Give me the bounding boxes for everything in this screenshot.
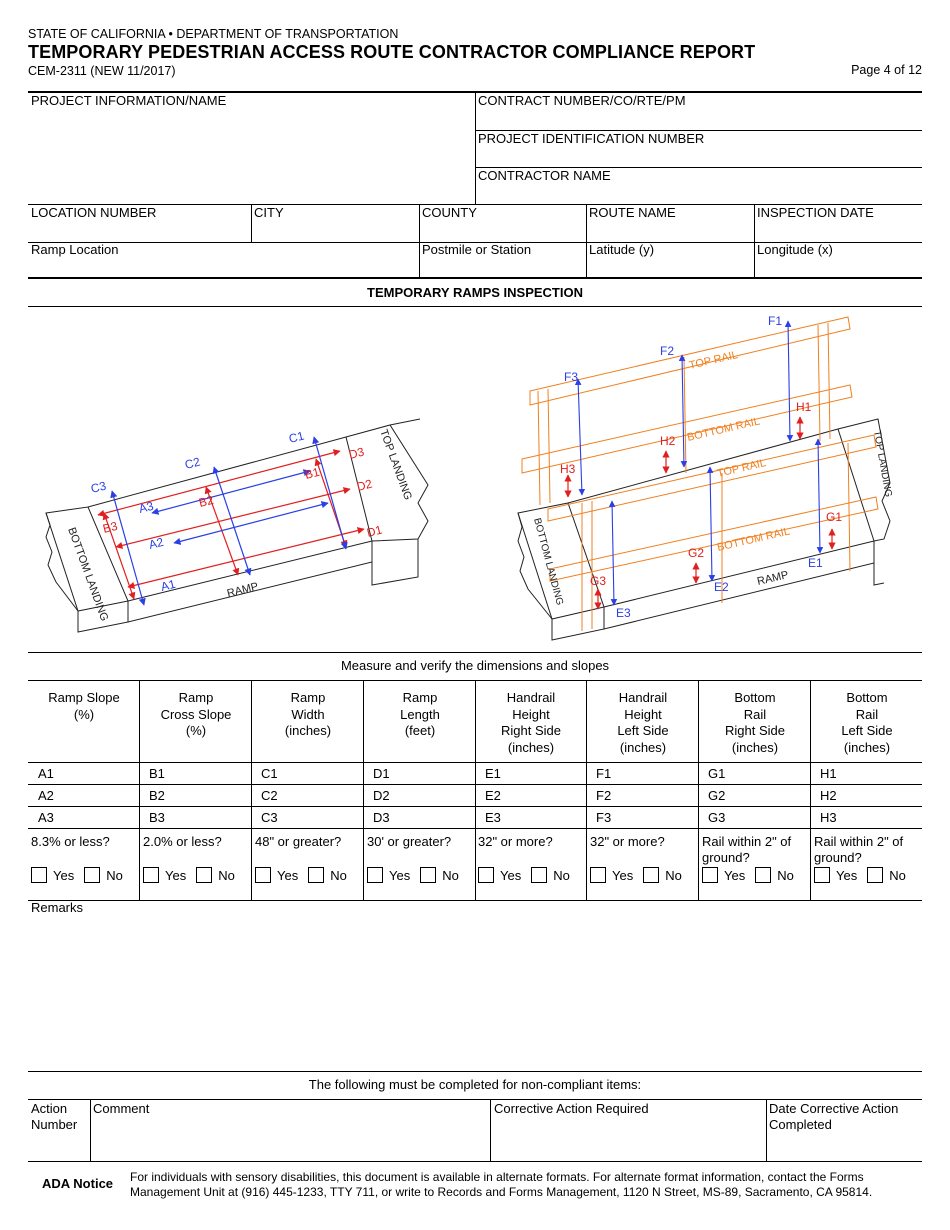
col-head-line: Ramp Slope [48, 690, 120, 705]
col-head-line: (inches) [619, 739, 667, 755]
route-name-label: ROUTE NAME [589, 205, 676, 220]
col-bottom-rail-right [699, 690, 811, 756]
inspection-date-label: INSPECTION DATE [757, 205, 874, 220]
yes-label: Yes [500, 867, 522, 883]
label-a3: A3 [137, 498, 155, 516]
yes-no-handrail-right [478, 867, 580, 883]
county-label: COUNTY [422, 205, 477, 220]
city-label: CITY [254, 205, 284, 220]
yes-checkbox[interactable] [590, 867, 606, 883]
divider [766, 1100, 767, 1161]
location-number-field[interactable] [31, 223, 247, 241]
no-checkbox[interactable] [308, 867, 324, 883]
agency-name: STATE OF CALIFORNIA • DEPARTMENT OF TRANSPORTATION [28, 27, 399, 41]
label-e2: E2 [714, 580, 729, 594]
cell-d1: D1 [373, 766, 390, 781]
yes-checkbox[interactable] [143, 867, 159, 883]
yes-checkbox[interactable] [367, 867, 383, 883]
cell-e2: E2 [485, 788, 501, 803]
project-info-field[interactable] [31, 112, 471, 200]
col-cross-slope [140, 690, 252, 740]
no-checkbox[interactable] [867, 867, 883, 883]
no-label: No [889, 867, 906, 883]
label-bottom-landing-right: BOTTOM LANDING [531, 516, 565, 607]
col-head-line: Ramp [178, 690, 214, 705]
col-head-line: Width [291, 706, 325, 722]
ada-notice-label: ADA Notice [42, 1176, 114, 1191]
col-head-line: Left Side [617, 723, 669, 738]
route-name-field[interactable] [589, 223, 751, 241]
yes-label: Yes [612, 867, 634, 883]
yes-no-ramp-slope [31, 867, 133, 883]
label-g3: G3 [590, 574, 607, 588]
divider [28, 277, 922, 279]
yes-label: Yes [389, 867, 411, 883]
cell-g2: G2 [708, 788, 726, 803]
cell-d3: D3 [373, 810, 390, 825]
date-completed-label: Date Corrective Action Completed [769, 1101, 899, 1132]
cell-a1: A1 [38, 766, 54, 781]
cell-d2: D2 [373, 788, 390, 803]
col-head-line: (inches) [731, 739, 779, 755]
cell-b2: B2 [149, 788, 165, 803]
criterion-handrail-right: 32" or more? [478, 834, 553, 849]
label-c2: C2 [183, 454, 202, 472]
col-head-line: (inches) [843, 739, 891, 755]
longitude-label: Longitude (x) [757, 242, 833, 257]
label-f3: F3 [564, 370, 579, 384]
project-divider [475, 92, 476, 204]
col-head-line: Right Side [501, 723, 561, 738]
label-a2: A2 [147, 534, 165, 552]
contract-number-label: CONTRACT NUMBER/CO/RTE/PM [478, 93, 686, 108]
label-e1: E1 [808, 556, 823, 570]
label-top-rail-back: TOP RAIL [687, 349, 740, 372]
yes-no-handrail-left [590, 867, 692, 883]
contractor-name-label: CONTRACTOR NAME [478, 168, 611, 183]
comment-label: Comment [93, 1101, 150, 1116]
no-label: No [330, 867, 347, 883]
no-label: No [553, 867, 570, 883]
cell-h2: H2 [820, 788, 837, 803]
col-head-line: Height [512, 706, 550, 722]
cell-f2: F2 [596, 788, 612, 803]
col-head-line: (feet) [404, 723, 436, 738]
yes-label: Yes [836, 867, 858, 883]
remarks-label: Remarks [31, 900, 84, 915]
col-bottom-rail-left [811, 690, 923, 756]
label-c3: C3 [89, 478, 108, 496]
no-checkbox[interactable] [531, 867, 547, 883]
col-head-line: Length [400, 706, 440, 722]
criterion-cross-slope: 2.0% or less? [143, 834, 222, 849]
cell-c3: C3 [261, 810, 278, 825]
county-field[interactable] [422, 223, 584, 241]
label-bottom-rail-back: BOTTOM RAIL [685, 415, 762, 444]
cell-b3: B3 [149, 810, 165, 825]
criterion-ramp-length: 30' or greater? [367, 834, 452, 849]
contract-number-field[interactable] [478, 111, 918, 129]
ramp-location-label: Ramp Location [31, 242, 119, 257]
col-head-line: (inches) [284, 723, 332, 738]
label-b1: B1 [303, 464, 321, 482]
yes-checkbox[interactable] [702, 867, 718, 883]
label-f2: F2 [660, 344, 675, 358]
inspection-date-field[interactable] [757, 223, 919, 241]
ramp-location-field[interactable] [31, 259, 415, 276]
col-ramp-length [364, 690, 476, 740]
project-id-label: PROJECT IDENTIFICATION NUMBER [478, 131, 705, 146]
ramp-diagram [28, 307, 922, 652]
yes-no-bottom-rail-left [814, 867, 916, 883]
cell-h3: H3 [820, 810, 837, 825]
no-checkbox[interactable] [420, 867, 436, 883]
no-checkbox[interactable] [196, 867, 212, 883]
remarks-field[interactable] [31, 918, 919, 1068]
cell-c2: C2 [261, 788, 278, 803]
form-number: CEM-2311 (NEW 11/2017) [28, 64, 176, 78]
label-c1: C1 [287, 428, 306, 446]
yes-checkbox[interactable] [478, 867, 494, 883]
cell-a2: A2 [38, 788, 54, 803]
yes-checkbox[interactable] [31, 867, 47, 883]
label-top-landing-right: TOP LANDING [871, 429, 894, 498]
project-id-field[interactable] [478, 149, 918, 166]
cell-e3: E3 [485, 810, 501, 825]
cell-c1: C1 [261, 766, 278, 781]
no-label: No [777, 867, 794, 883]
col-handrail-left [587, 690, 699, 756]
criterion-ramp-slope: 8.3% or less? [31, 834, 110, 849]
col-head-line: Rail [743, 706, 767, 722]
no-checkbox[interactable] [643, 867, 659, 883]
label-ramp-right: RAMP [755, 569, 790, 588]
yes-label: Yes [724, 867, 746, 883]
label-d3: D3 [347, 444, 366, 462]
yes-no-cross-slope [143, 867, 245, 883]
divider [490, 1100, 491, 1161]
col-head-line: Height [624, 706, 662, 722]
divider [28, 1071, 922, 1072]
criterion-bottom-rail-left: Rail within 2" of ground? [814, 834, 904, 865]
col-head-line: (%) [73, 706, 95, 722]
yes-label: Yes [165, 867, 187, 883]
col-ramp-slope [28, 690, 140, 723]
col-head-line: Bottom [734, 690, 776, 705]
label-h3: H3 [560, 462, 576, 476]
col-head-line: Ramp [290, 690, 326, 705]
yes-label: Yes [53, 867, 75, 883]
col-head-line: Ramp [402, 690, 438, 705]
col-head-line: Handrail [618, 690, 668, 705]
cell-e1: E1 [485, 766, 501, 781]
no-label: No [665, 867, 682, 883]
cell-f1: F1 [596, 766, 612, 781]
criterion-ramp-width: 48" or greater? [255, 834, 342, 849]
label-top-landing-left: TOP LANDING [377, 427, 414, 502]
label-d2: D2 [355, 476, 374, 494]
yes-no-bottom-rail-right [702, 867, 804, 883]
no-label: No [442, 867, 459, 883]
cell-f3: F3 [596, 810, 612, 825]
label-g2: G2 [688, 546, 705, 560]
project-info-label: PROJECT INFORMATION/NAME [31, 93, 227, 108]
divider [90, 1100, 91, 1161]
location-number-label: LOCATION NUMBER [31, 205, 157, 220]
yes-no-ramp-length [367, 867, 469, 883]
measure-caption: Measure and verify the dimensions and slopes [340, 658, 610, 673]
postmile-label: Postmile or Station [422, 242, 532, 257]
latitude-field[interactable] [589, 259, 751, 276]
divider [28, 900, 922, 901]
noncompliant-caption: The following must be completed for non-compliant items: [308, 1077, 642, 1092]
no-checkbox[interactable] [84, 867, 100, 883]
no-label: No [106, 867, 123, 883]
section-title: TEMPORARY RAMPS INSPECTION [367, 285, 583, 300]
divider [28, 1161, 922, 1162]
postmile-field[interactable] [422, 259, 584, 276]
label-g1: G1 [826, 510, 843, 524]
label-bottom-rail-front: BOTTOM RAIL [715, 525, 792, 554]
label-ramp-left: RAMP [225, 580, 260, 600]
col-head-line: Right Side [725, 723, 785, 738]
col-head-line: Bottom [846, 690, 888, 705]
cell-h1: H1 [820, 766, 837, 781]
corrective-action-label: Corrective Action Required [494, 1101, 649, 1116]
criterion-bottom-rail-right: Rail within 2" of ground? [702, 834, 792, 865]
longitude-field[interactable] [757, 259, 919, 276]
yes-checkbox[interactable] [255, 867, 271, 883]
label-b2: B2 [197, 492, 215, 510]
cell-b1: B1 [149, 766, 165, 781]
label-h1: H1 [796, 400, 812, 414]
label-top-rail-front: TOP RAIL [715, 457, 768, 480]
label-a1: A1 [159, 576, 177, 594]
divider [28, 652, 922, 653]
yes-label: Yes [277, 867, 299, 883]
action-number-label: Action Number [31, 1101, 78, 1132]
col-head-line: Handrail [506, 690, 556, 705]
label-f1: F1 [768, 314, 783, 328]
criterion-handrail-left: 32" or more? [590, 834, 665, 849]
col-head-line: Rail [855, 706, 879, 722]
col-handrail-right [475, 690, 587, 756]
yes-no-ramp-width [255, 867, 357, 883]
no-label: No [218, 867, 235, 883]
label-d1: D1 [365, 522, 384, 540]
no-checkbox[interactable] [755, 867, 771, 883]
form-title: TEMPORARY PEDESTRIAN ACCESS ROUTE CONTRACTOR COMPLIANCE REPORT [28, 42, 756, 62]
yes-checkbox[interactable] [814, 867, 830, 883]
label-b3: B3 [101, 518, 119, 536]
page-number: Page 4 of 12 [851, 63, 922, 77]
label-bottom-landing-left: BOTTOM LANDING [65, 525, 111, 623]
city-field[interactable] [254, 223, 416, 241]
cell-g3: G3 [708, 810, 726, 825]
label-h2: H2 [660, 434, 676, 448]
col-head-line: Left Side [841, 723, 893, 738]
cell-a3: A3 [38, 810, 54, 825]
col-ramp-width [252, 690, 364, 740]
contractor-name-field[interactable] [478, 186, 918, 203]
label-e3: E3 [616, 606, 631, 620]
cell-g1: G1 [708, 766, 726, 781]
ada-notice-text: For individuals with sensory disabilities, this document is available in alternate formats. For alternate format information, contact the Forms Management Unit at (916) 445-1233, TTY 711, or write to Records and Forms Management, 1120 N Street, MS-89, Sacramento, CA 95814. [130, 1170, 873, 1199]
col-head-line: Cross Slope [160, 706, 232, 722]
col-head-line: (inches) [507, 739, 555, 755]
divider [28, 1099, 922, 1100]
right-ramp-drawing [518, 419, 890, 640]
divider [251, 205, 252, 242]
col-head-line: (%) [185, 723, 207, 738]
latitude-label: Latitude (y) [589, 242, 655, 257]
